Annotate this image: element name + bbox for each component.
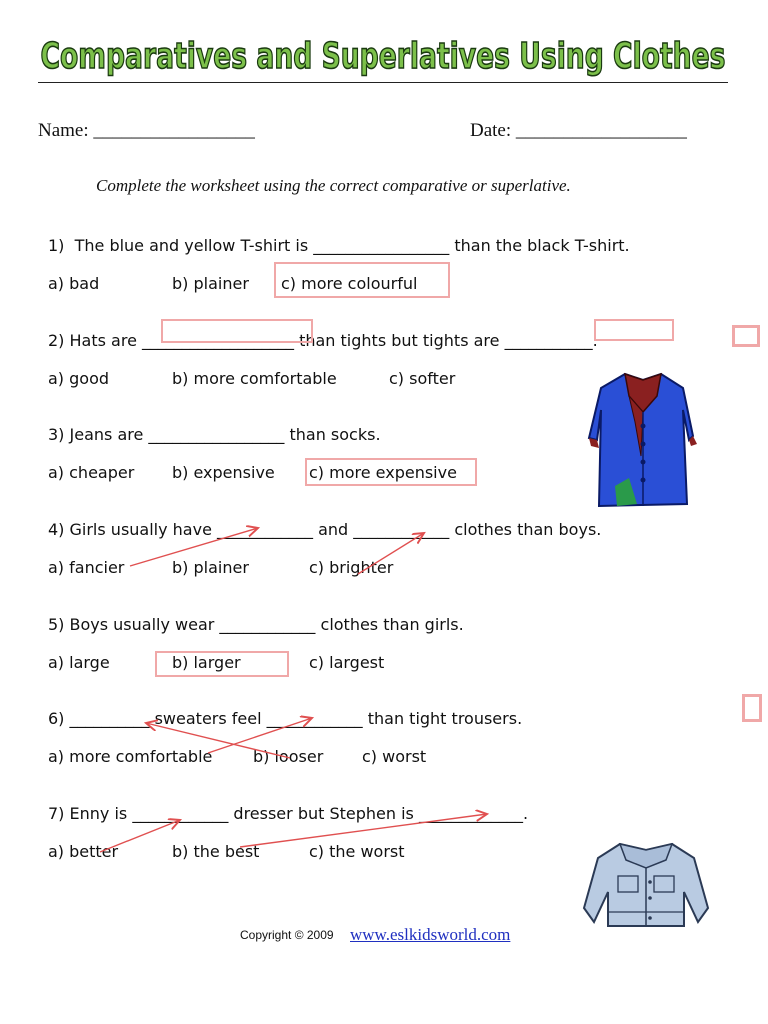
q1-option-c[interactable]: c) more colourful (281, 274, 418, 293)
question-4: 4) Girls usually have ____________ and ____________ clothes than boys. (48, 520, 602, 539)
copyright-text: Copyright © 2009 (240, 928, 334, 942)
q1-option-a[interactable]: a) bad (48, 274, 100, 293)
q2-option-b[interactable]: b) more comfortable (172, 369, 337, 388)
q1-answer-box (274, 262, 450, 298)
date-field[interactable]: Date: __________________ (470, 120, 687, 141)
instructions: Complete the worksheet using the correct comparative or superlative. (96, 176, 571, 195)
margin-mark-2 (742, 694, 762, 722)
q4-option-a[interactable]: a) fancier (48, 558, 125, 577)
q7-option-a[interactable]: a) better (48, 842, 119, 861)
question-2: 2) Hats are ___________________ than tights but tights are ___________. (48, 331, 598, 350)
q2-blank-box-2 (594, 319, 674, 341)
q6-option-c[interactable]: c) worst (362, 747, 427, 766)
q3-answer-box (305, 458, 477, 486)
q4-option-c[interactable]: c) brighter (309, 558, 394, 577)
question-6: 6) __________ sweaters feel ____________ than tight trousers. (48, 709, 523, 728)
question-5: 5) Boys usually wear ____________ clothes than girls. (48, 615, 464, 634)
q3-option-a[interactable]: a) cheaper (48, 463, 135, 482)
blue-coat-icon (585, 366, 701, 510)
website-link[interactable]: www.eslkidsworld.com (350, 925, 511, 944)
denim-jacket-icon (580, 838, 712, 930)
q2-blank-box-1 (161, 319, 313, 343)
q5-option-c[interactable]: c) largest (309, 653, 385, 672)
q2-option-c[interactable]: c) softer (389, 369, 456, 388)
question-7: 7) Enny is ____________ dresser but Stephen is _____________. (48, 804, 529, 823)
q2-option-a[interactable]: a) good (48, 369, 110, 388)
worksheet-title (0, 20, 768, 84)
q4-option-b[interactable]: b) plainer (172, 558, 249, 577)
q6-option-b[interactable]: b) looser (253, 747, 324, 766)
q1-option-b[interactable]: b) plainer (172, 274, 249, 293)
q7-option-b[interactable]: b) the best (172, 842, 260, 861)
svg-text:Comparatives and Superlatives: Comparatives and Superlatives Using Clothes (40, 36, 726, 77)
question-1: 1) The blue and yellow T-shirt is _________________ than the black T-shirt. (48, 236, 630, 255)
q5-option-a[interactable]: a) large (48, 653, 110, 672)
q7-option-c[interactable]: c) the worst (309, 842, 405, 861)
question-3: 3) Jeans are _________________ than socks. (48, 425, 381, 444)
q6-option-a[interactable]: a) more comfortable (48, 747, 213, 766)
margin-mark-1 (732, 325, 760, 347)
q3-option-b[interactable]: b) expensive (172, 463, 275, 482)
name-field[interactable]: Name: _________________ (38, 120, 255, 141)
q3-option-c[interactable]: c) more expensive (309, 463, 457, 482)
q5-option-b[interactable]: b) larger (172, 653, 241, 672)
title-divider (38, 82, 728, 83)
q5-answer-box (155, 651, 289, 677)
